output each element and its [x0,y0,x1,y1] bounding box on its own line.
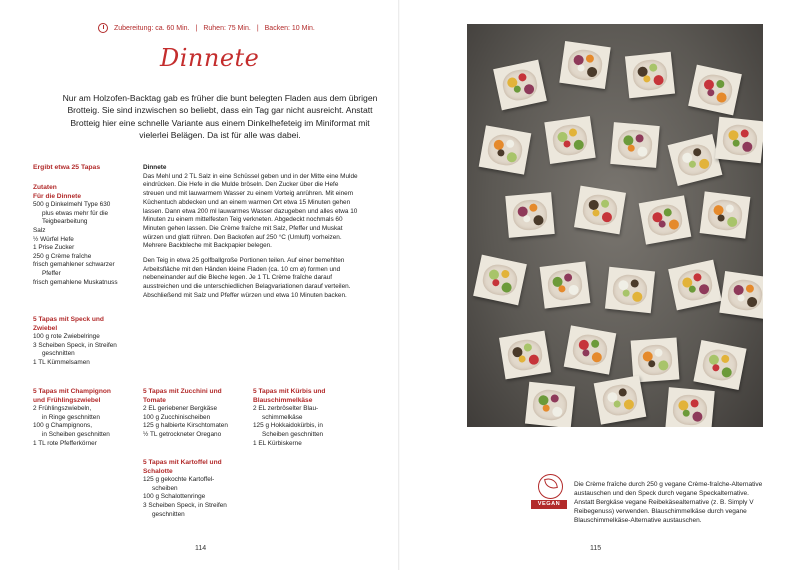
tapa-on-paper [700,191,751,238]
topping [716,92,728,104]
topping [542,404,550,412]
separator: | [256,24,259,32]
vegan-badge-label: VEGAN [531,500,567,509]
ingredient-line: ½ Würfel Hefe [33,235,74,243]
variant-champignon [33,388,133,448]
tapa-on-paper [605,267,655,314]
topping [648,360,655,367]
tapa-on-paper [719,271,763,319]
topping [693,273,702,282]
method-text [143,164,361,307]
topping [717,214,725,222]
topping [601,211,612,222]
tapa [646,202,685,237]
timing-row [98,23,315,33]
variant-heading: 5 Tapas mit Speck und [33,316,104,323]
topping [663,208,672,217]
variant-heading: 5 Tapas mit Champignon [33,388,111,395]
variant-speck [33,316,133,368]
ingredient-line: in Ringe geschnitten [42,413,100,421]
topping [529,203,538,212]
topping [732,139,740,147]
topping [698,283,710,295]
topping [591,352,603,364]
ingredient-line: frisch gemahlener schwarzer [33,261,115,269]
topping [586,66,597,77]
tapa-on-paper [525,382,575,427]
topping [523,343,532,352]
tapa [722,123,759,156]
ingredient-line: 3 Scheiben Speck, in Streifen [33,341,117,349]
tapa [617,129,653,162]
topping [635,134,644,143]
ingredient-line: 125 g gekochte Kartoffel- [143,476,215,484]
topping [563,140,571,148]
topping [523,83,535,95]
clock-icon [98,23,108,33]
topping [501,269,510,278]
ingredients-base [33,184,131,287]
tapa [571,332,610,367]
tapa-on-paper [610,122,659,168]
variant-kartoffel [143,459,243,519]
ingredient-line: 2 Frühlingszwiebeln, [33,405,92,413]
separator: | [195,24,198,32]
topping [506,152,518,164]
ingredient-line: 1 TL Kümmelsamen [33,358,90,366]
ingredient-line: 100 g Champignons, [33,422,92,430]
tapa-on-paper [625,52,675,99]
variant-heading: 5 Tapas mit Kartoffel und [143,459,222,466]
topping [716,79,725,88]
topping [688,160,696,168]
variant-heading: Schalotte [143,467,173,475]
tapa [706,198,743,232]
tapa [675,267,714,303]
topping [632,291,643,302]
topping [654,348,663,357]
ingredient-line: 100 g Zucchinischeiben [143,413,211,421]
topping [582,349,590,357]
method-heading: Dinnete [143,164,167,171]
topping [497,149,505,157]
topping [623,399,635,411]
vegan-badge-icon [538,474,563,499]
topping [658,220,666,228]
topping [523,215,531,223]
tapa [601,382,640,417]
topping [564,273,573,282]
ingredient-line: Teigbearbeitung [42,218,88,226]
variant-kuerbis [253,388,353,448]
topping [506,139,515,148]
variant-heading: Tomate [143,396,166,404]
topping [745,284,754,293]
topping [698,158,710,170]
tapa [675,141,715,178]
recipe-intro: Nur am Holzofen-Backtag gab es früher die bunt belegten Fladen aus dem übrigen Brotteig. Sie sind inzwischen so beliebt, dass ein Tag gar nicht ausreicht. Anstatt Brotteig hier eine schnelle Variante aus einem Dinkelhefeteig im Miniformat mit vielerlei Belägen. Da ist für alle was dabei. [62,93,378,140]
topping [643,75,651,83]
tapa-on-paper [505,192,554,238]
topping [568,284,579,295]
topping [568,128,577,137]
tapa [612,273,649,306]
rest-time: Ruhen: 75 Min. [203,24,251,32]
topping [618,388,627,397]
ingredient-list [143,476,243,519]
ingredient-list [33,333,133,367]
topping [518,73,527,82]
page-number-left: 114 [195,545,207,552]
ingredient-list [143,405,243,439]
yield-label: Ergibt etwa 25 Tapas [33,164,101,171]
tapa [506,338,544,373]
tapa-on-paper [668,260,722,311]
topping [725,204,734,213]
topping [712,364,720,372]
ingredient-list [33,405,133,448]
bake-time: Backen: 10 Min. [264,24,315,32]
topping [591,339,600,348]
topping [727,216,738,227]
ingredient-line: 100 g rote Zwiebelringe [33,333,100,341]
topping [688,285,696,293]
topping [600,199,609,208]
variant-zucchini [143,388,243,440]
ingredient-line: 1 Prise Zucker [33,244,75,252]
tapa [551,123,589,157]
topping [492,279,500,287]
topping [573,139,584,150]
ingredient-line: schimmelkäse [262,413,303,421]
tapa-on-paper [544,116,595,164]
topping [707,89,715,97]
tapa-on-paper [493,60,547,111]
tapa [672,394,708,427]
tapa-on-paper [693,340,746,390]
tapa [566,48,604,82]
topping [692,147,702,157]
ingredient-line: scheiben [152,484,178,492]
tapa [695,72,734,108]
variant-heading: 5 Tapas mit Zucchini und [143,388,222,395]
topping [721,367,733,379]
topping [690,399,699,408]
ingredient-line: in Scheiben geschnitten [42,430,110,438]
tapa-on-paper [559,41,610,89]
topping [585,54,594,63]
topping [613,400,621,408]
tapa-on-paper [688,65,742,116]
topping [550,394,559,403]
tapa-on-paper [668,134,723,186]
tapa-on-paper [715,117,763,164]
tapa [632,58,669,91]
recipe-title: Dinnete [160,44,260,72]
tapa [637,344,673,376]
tapa [480,262,519,298]
topping [637,146,648,157]
ingredient-line: 2 EL zerbröselter Blau- [253,405,319,413]
topping [649,63,658,72]
ingredient-line: plus etwas mehr für die [42,209,109,217]
tapa [700,347,739,383]
ingredient-line: 100 g Schalottenringe [143,493,206,501]
tapa [500,67,539,103]
topping [592,209,600,217]
variant-heading: und Frühlingszwiebel [33,396,101,404]
method-paragraph: Den Teig in etwa 25 golfballgroße Portionen teilen. Auf einer bemehlten Arbeitsfläche mit den Händen kleine Fladen (ca. 10 cm ø) formen und nebeneinander auf die Bleche legen. Je 1 TL Crème fraîche darauf ausstreichen und die unterschiedlichen Belagvariationen darauf verteilen. Abschließend mit Salz und Pfeffer würzen und etwa 10 Minuten backen. [143,257,351,299]
topping [658,360,669,371]
topping [740,129,749,138]
topping [737,294,745,302]
tapa [486,132,525,167]
ingredients-subheading: Für die Dinnete [33,192,81,200]
tapa [512,199,548,232]
topping [682,409,690,417]
method-paragraph: Das Mehl und 2 TL Salz in eine Schüssel geben und in der Mitte eine Mulde eindrücken. Die Hefe in die Mulde bröseln. Den Zucker über die Hefe streuen und mit lauwarmem Wasser zu einem Vorteig anrühren. Mit einem Küchentuch abdecken und an einem warmen Ort etwa 15 Minuten gehen lassen. Dann etwa 200 ml lauwarmes Wasser dazugeben und alles etwa 10 Minuten zu einem mittelfesten Teig verkneten. Abgedeckt nochmals 60 Minuten gehen lassen. Die Crème fraîche mit Salz, Pfeffer und Muskat würzen und glatt rühren. Den Backofen auf 250 °C (Umluft) vorheizen. Mehrere Backbleche mit Backpapier belegen. [143,172,358,250]
tapa [581,193,619,228]
topping [501,282,513,294]
topping [630,279,639,288]
topping [721,354,730,363]
ingredient-line: ½ TL getrockneter Oregano [143,430,222,438]
page-number-right: 115 [590,545,602,552]
ingredient-line: Pfeffer [42,269,61,277]
tapa [546,268,583,302]
tapa-on-paper [473,255,527,306]
tapa-on-paper [540,261,591,308]
ingredient-line: 125 g halbierte Kirschtomaten [143,422,228,430]
tapa-on-paper [639,195,692,244]
prep-time: Zubereitung: ca. 60 Min. [114,24,190,32]
ingredient-line: 125 g Hokkaidokürbis, in [253,422,323,430]
ingredient-list [33,201,131,287]
variant-heading: Blauschimmelkäse [253,396,313,404]
topping [513,85,521,93]
variant-heading: Zwiebel [33,324,58,332]
tapa [532,388,569,421]
tapa-on-paper [499,331,551,380]
tapa-on-paper [564,325,617,374]
topping [552,406,563,417]
ingredient-line: 500 g Dinkelmehl Type 630 [33,201,111,209]
ingredient-line: 1 EL Kürbiskerne [253,439,302,447]
ingredient-line: Scheiben geschnitten [262,430,324,438]
topping [622,289,630,297]
tapa-on-paper [665,387,714,427]
topping [746,296,757,307]
tapas-photo [467,24,763,427]
tapa [726,278,763,312]
topping [692,411,703,422]
ingredient-line: geschnitten [152,510,185,518]
topping [533,215,544,226]
topping [668,219,680,231]
topping [518,355,526,363]
ingredient-line: 2 EL geriebener Bergkäse [143,405,218,413]
ingredient-line: Salz [33,226,46,234]
tapa-on-paper [479,125,532,174]
ingredient-line: 1 TL rote Pfefferkörner [33,439,97,447]
ingredient-line: frisch gemahlene Muskatnuss [33,278,118,286]
tapa-on-paper [594,375,647,424]
ingredient-line: 3 Scheiben Speck, in Streifen [143,501,227,509]
topping [577,64,585,72]
topping [528,354,539,365]
leaf-icon [544,477,558,490]
topping [653,75,664,86]
tapa-on-paper [574,186,626,235]
topping [627,144,635,152]
ingredient-line: 250 g Crème fraîche [33,252,92,260]
topping [558,285,566,293]
topping [742,141,753,152]
ingredient-list [253,405,353,448]
ingredient-line: geschnitten [42,350,75,358]
ingredients-heading: Zutaten [33,184,57,191]
variant-heading: 5 Tapas mit Kürbis und [253,388,326,395]
vegan-note: Die Crème fraîche durch 250 g vegane Crème-fraîche-Alternative austauschen und den Speck durch vegane Speckalternative. Anstatt Bergkäse vegane Reibekäsealternative (z. B. Simply V Reibegenuss) verwenden. Blauschimmelkäse durch vegane Blauschimmelkäse-Alternative austauschen. [574,481,763,524]
